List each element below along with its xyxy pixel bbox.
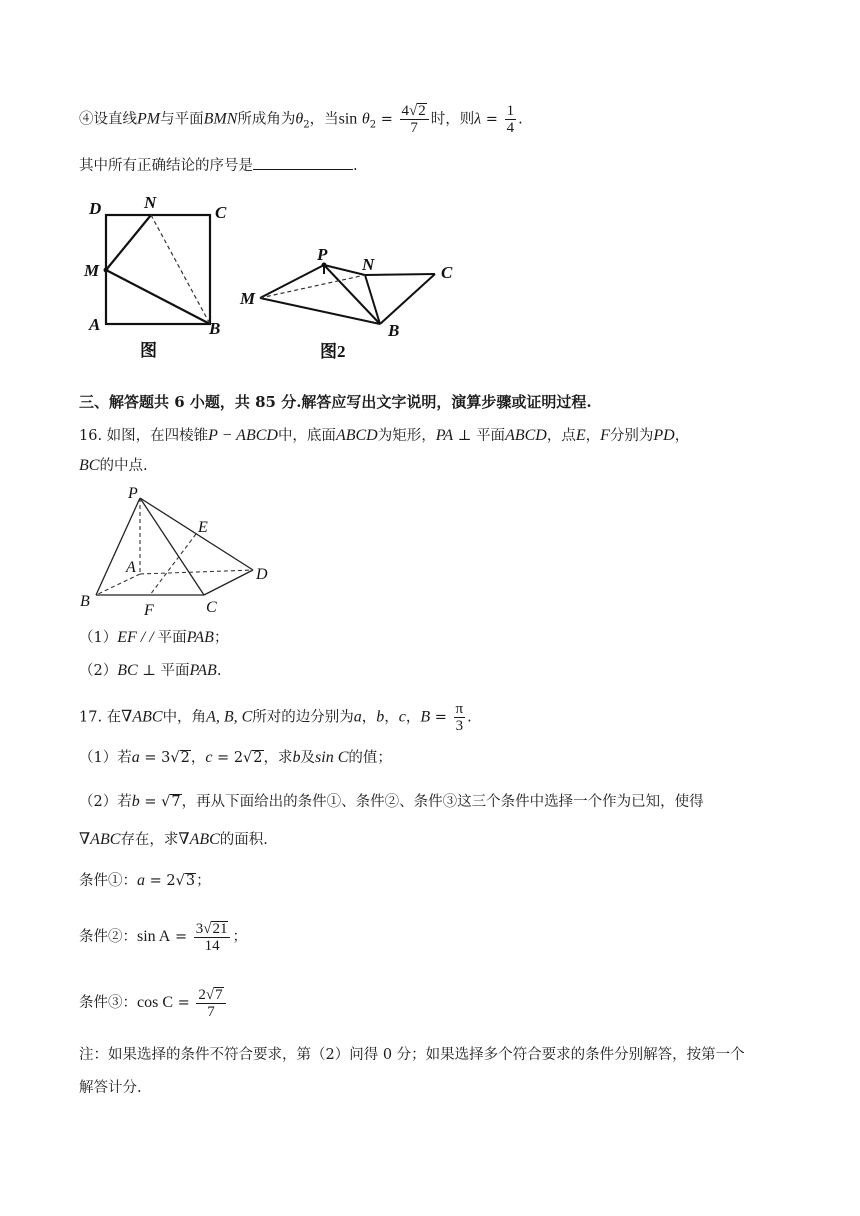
sqrt-symbol: √	[409, 103, 418, 119]
q16-statement-cont: BC的中点.	[79, 457, 148, 474]
q17-condition-1: 条件①：a = 2√3；	[79, 872, 211, 889]
fig2-label-n: N	[362, 255, 375, 274]
answer-prompt: 其中所有正确结论的序号是 .	[79, 155, 358, 176]
item4-statement: ④设直线PM与平面BMN所成角为$\theta_2$，当$\sin \theta_2$ = $\frac{4√2}{7}$ 时，则λ = $\frac{1}{4}$ .	[79, 103, 523, 136]
segment-mn	[106, 215, 151, 270]
q16-label-p: P	[128, 485, 138, 502]
fig2-label-m: M	[240, 289, 256, 308]
sin-fraction: $\frac{4√2}{7}$	[400, 103, 429, 136]
q16-part2: （2）BC ⊥ 平面PAB.	[79, 662, 222, 679]
q17-note-line1: 注：如果选择的条件不符合要求，第（2）问得 0 分；如果选择多个符合要求的条件分别解答，按第一个	[79, 1047, 745, 1063]
figure-2	[238, 240, 468, 370]
section3-heading: 三、解答题共 6 小题，共 85 分.解答应写出文字说明，演算步骤或证明过程.	[79, 393, 592, 411]
square-abcd	[106, 215, 210, 324]
q16-pyramid-figure	[78, 484, 278, 619]
fig1-label-m: M	[84, 261, 100, 280]
sin-a-fraction: $\frac{3√21}{14}$	[194, 921, 231, 954]
b-angle-fraction: $\frac{\pi}{3}$	[455, 701, 464, 734]
lambda-fraction: $\frac{1}{4}$	[506, 103, 515, 136]
answer-blank	[253, 155, 353, 170]
q17-condition-3: 条件③：cos C = $\frac{2√7}{7}$	[79, 983, 228, 1023]
fig1-label-c: C	[215, 203, 227, 222]
q16-label-a: A	[126, 559, 136, 576]
q17-condition-2: 条件②：sin A = $\frac{3√21}{14}$ ；	[79, 920, 247, 954]
q16-label-b: B	[80, 593, 90, 610]
figure-1	[80, 190, 240, 370]
cos-c-fraction: $\frac{2√7}{7}$	[196, 987, 225, 1020]
q17-part2-cont: ∇ABC存在，求∇ABC的面积.	[79, 831, 268, 848]
q16-label-c: C	[206, 599, 217, 616]
fig1-label-n: N	[144, 193, 157, 212]
q16-statement: 16. 如图，在四棱锥P − ABCD中，底面ABCD为矩形，PA ⊥ 平面ABCD，点E，F分别为PD，	[79, 427, 690, 444]
fig1-label-b: B	[209, 319, 221, 338]
fig2-caption: 图2	[320, 342, 346, 361]
fig2-label-c: C	[441, 263, 453, 282]
q17-part2: （2）若b = √7，再从下面给出的条件①、条件②、条件③这三个条件中选择一个作为已知，使得	[79, 793, 704, 810]
q16-part1: （1）EF / / 平面PAB；	[79, 629, 229, 646]
q17-statement: 17. 在∇ABC中，角A, B, C所对的边分别为a，b，c，B = $\frac{\pi}{3}$ .	[79, 701, 472, 734]
q17-note-line2: 解答计分.	[79, 1080, 142, 1096]
fig1-label-d: D	[89, 199, 102, 218]
q17-part1: （1）若a = 3√2，c = 2√2，求b及sin C的值；	[79, 749, 392, 766]
q16-label-f: F	[144, 602, 154, 619]
fig1-caption: 图	[140, 341, 157, 360]
fig2-label-p: P	[317, 245, 328, 264]
fig1-label-a: A	[89, 315, 101, 334]
fig2-label-b: B	[388, 321, 400, 340]
q16-label-d: D	[256, 566, 268, 583]
segment-mb	[106, 270, 210, 324]
q16-label-e: E	[198, 519, 208, 536]
